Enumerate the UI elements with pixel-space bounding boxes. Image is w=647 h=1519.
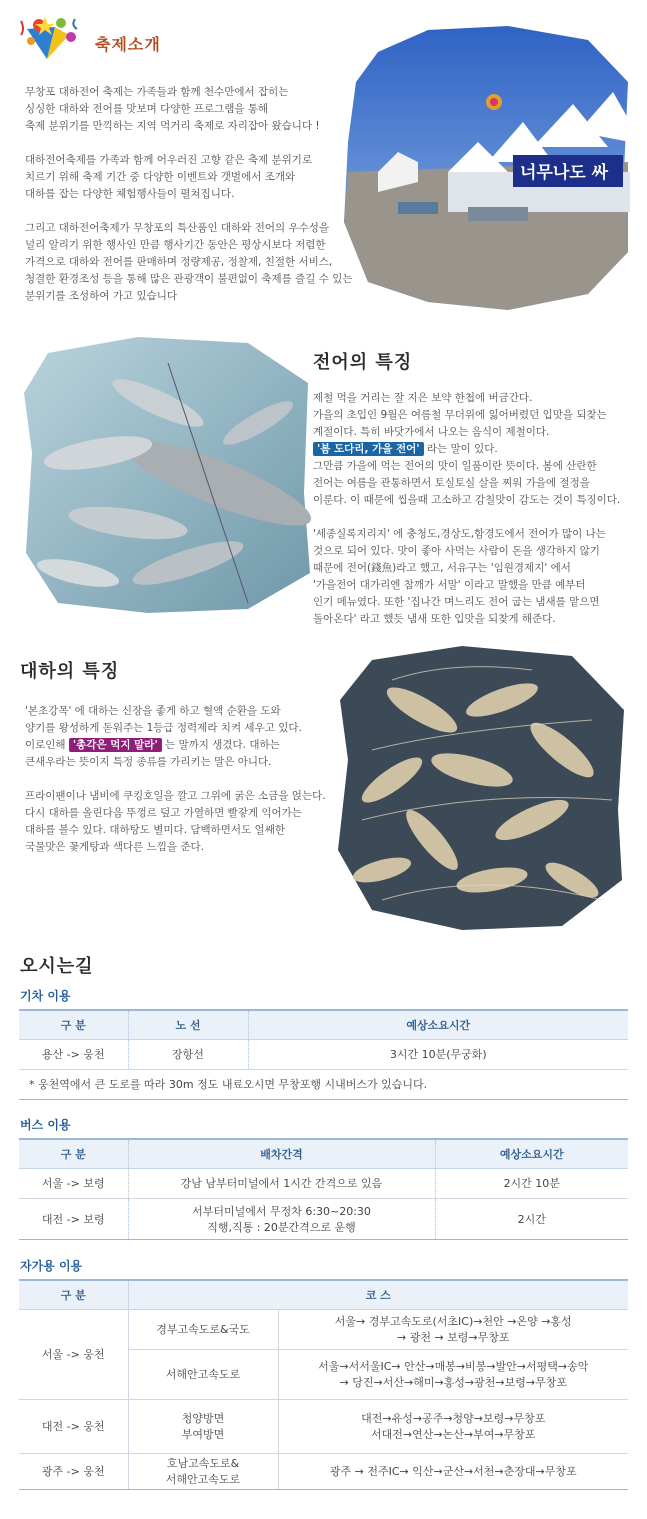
table-row: 서울 -> 웅천 경부고속도로&국도 서울→ 경부고속도로(서초IC)→천안 →온양 →홍성 → 광천 → 보령→무창포 <box>19 1309 628 1349</box>
jeoneo-text: 제철 먹을 거리는 잘 지은 보약 한첩에 버금간다. 가을의 초입인 9월은 여름철 무더위에 잃어버렸던 입맛을 되찾는 계절이다. 특히 바닷가에서 나오는 음식이 제철이다. '봄 도다리, 가을 전어' 라는 말이 있다. 그만큼 가을에 먹는 전어의 맛이 일품이란 뜻이다. 봄에 산란한 전어는 여름을 관통하면서 토실토실 살을 찌워 가을에 절정을 이룬다. 이 때문에 씹을때 고소하고 감칠맛이 감도는 것이 특징이다. '세종실록지리지' 에 충청도,경상도,함경도에서 전어가 많이 나는 것으로 되어 있다. 맛이 좋아 사먹는 사람이 돈을 생각하지 않기 때문에 전어(錢魚)라고 했고, 서유구는 '임원경제지' 에서 '가을전어 대가리엔 참깨가 서말' 이라고 말했을 만큼 예부터 인기 메뉴였다. 또한 '집나간 며느리도 전어 굽는 냄새를 맡으면 돌아온다' 라고 했듯 냄새 또한 입맛을 되찾게 해준다. <box>313 392 621 625</box>
bus-label: 버스 이용 <box>20 1118 71 1132</box>
train-header-line: 노 선 <box>128 1010 248 1039</box>
train-table <box>19 1009 628 1100</box>
directions-title: 오시는길 <box>20 956 94 977</box>
daeha-text: '본초강목' 에 대하는 신장을 좋게 하고 혈액 순환을 도와 양기를 왕성하게 돋워주는 1등급 정력제라 치켜 세우고 있다. 이로인해 '총각은 먹지 말라' 는 말까지 생겼다. 대하는 큰새우라는 뜻이지 특정 종류를 가리키는 말은 아니다. 프라이팬이나 냄비에 쿠킹호일을 깔고 그위에 굵은 소금을 얹는다. 다시 대하를 올린다음 뚜껑르 덮고 가열하면 빨갛게 익어가는 대하를 볼수 있다. 대하탕도 별미다. 담백하면서도 얼쌔한 국물맛은 꽃게탕과 색다른 느낌을 준다. <box>25 705 326 853</box>
intro-paragraph-2: 대하전어축제를 가족과 함께 어우러진 고향 같은 축제 분위기로 치르기 위해 축제 기간 중 다양한 이벤트와 갯벌에서 조개와 대하를 잡는 다양한 체험행사들이 펼쳐집니다. <box>25 154 313 200</box>
festival-icon <box>17 15 83 63</box>
jeoneo-title: 전어의 특징 <box>313 352 413 373</box>
intro-title: 축제소개 <box>95 35 161 54</box>
intro-paragraph-3: 그리고 대하전어축제가 무창포의 특산품인 대하와 전어의 우수성을 널리 알리기 위한 행사인 만큼 행사기간 동안은 평상시보다 저렴한 가격으로 대하와 전어를 판매하며 정량제공, 정찰제, 친절한 서비스, 청결한 환경조성 등을 통해 많은 관광객이 불편없이 축제를 즐길 수 있는 분위기를 조성하여 가고 있습니다 <box>25 222 353 302</box>
train-header-time: 예상소요시간 <box>248 1010 628 1039</box>
car-label: 자가용 이용 <box>20 1259 83 1273</box>
gizzard-shad-photo <box>18 333 314 615</box>
train-note: * 웅천역에서 큰 도로를 따라 30m 정도 내료오시면 무창포행 시내버스가 있습니다. <box>19 1069 628 1099</box>
booth-sign-text: 너무나도 싸 <box>520 163 609 183</box>
train-header-section: 구 분 <box>19 1010 128 1039</box>
table-row <box>19 1069 628 1099</box>
car-table: 구 분 코 스 서울 -> 웅천 경부고속도로&국도 서울→ 경부고속도로(서초IC)→천안 →온양 →홍성 → 광천 → 보령→무창포 서해안고속도로 서울→서서울IC→ 안산→매봉→비봉→발안→서평택→송악 → 당진→서산→해미→홍성→광천→보령→무창포 대전 -> 웅천 청양방면 부여방면 대전→유성→공주→청양→보령→무창포 서대전→연산→논산→부여→무창포 광주 -> 웅천 호남고속도로& 서해안고속도로 광주 → 전주IC→ 익산→군산→서천→춘장대→무창포 <box>19 1279 628 1490</box>
shrimp-photo <box>332 640 630 932</box>
table-row: 대전 -> 보령 서부터미널에서 무정차 6:30~20:30 직행,직통 : 20분간격으로 운행 2시간 <box>19 1198 628 1239</box>
festival-tents-photo <box>338 22 630 312</box>
intro-text <box>25 84 353 305</box>
intro-paragraph-1: 무창포 대하전어 축제는 가족들과 함께 천수만에서 잡히는 싱싱한 대하와 전어를 맛보며 다양한 프로그램을 통해 축제 분위기를 만끽하는 지역 먹거리 축제로 자리잡아 왔습니다 ! <box>25 86 320 132</box>
daeha-highlight: '총각은 먹지 말라' <box>69 738 162 752</box>
jeoneo-highlight: '봄 도다리, 가을 전어' <box>313 442 424 456</box>
table-row: 용산 -> 웅천 장항선 3시간 10분(무궁화) <box>19 1039 628 1069</box>
daeha-title: 대하의 특징 <box>20 661 120 682</box>
table-row: 서울 -> 보령 강남 남부터미널에서 1시간 간격으로 있음 2시간 10분 <box>19 1168 628 1198</box>
table-row: 대전 -> 웅천 청양방면 부여방면 대전→유성→공주→청양→보령→무창포 서대전→연산→논산→부여→무창포 <box>19 1399 628 1453</box>
table-row: 광주 -> 웅천 호남고속도로& 서해안고속도로 광주 → 전주IC→ 익산→군산→서천→춘장대→무창포 <box>19 1453 628 1489</box>
table-row: 서해안고속도로 서울→서서울IC→ 안산→매봉→비봉→발안→서평택→송악 → 당진→서산→해미→홍성→광천→보령→무창포 <box>19 1349 628 1399</box>
train-label: 기차 이용 <box>20 989 71 1003</box>
bus-table: 구 분 배차간격 예상소요시간 서울 -> 보령 강남 남부터미널에서 1시간 간격으로 있음 2시간 10분 대전 -> 보령 서부터미널에서 무정차 6:30~20:30 직행,직통 : 20분간격으로 운행 2시간 <box>19 1138 628 1240</box>
